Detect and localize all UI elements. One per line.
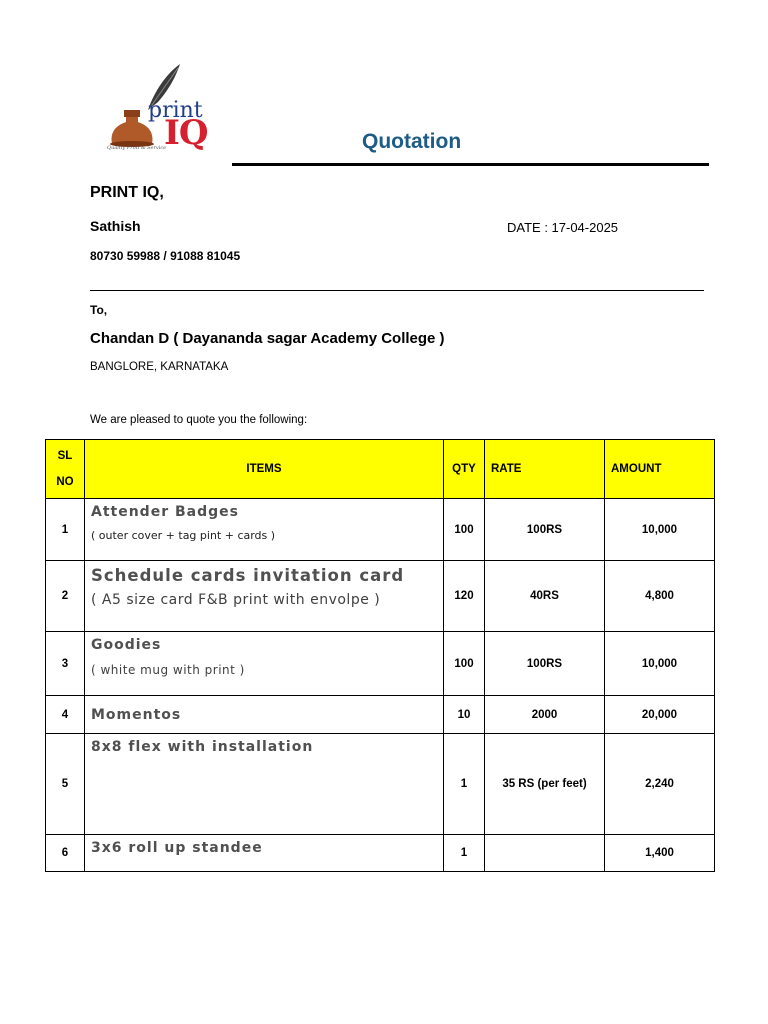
item-description: ( white mug with print )	[91, 663, 245, 677]
row-sl: 4	[46, 696, 85, 734]
row-amount: 4,800	[605, 561, 715, 632]
table-row	[46, 561, 715, 632]
row-rate: 100RS	[485, 499, 605, 561]
intro-text: We are pleased to quote you the following:	[90, 414, 308, 426]
recipient-address: BANGLORE, KARNATAKA	[90, 361, 229, 373]
logo-text-print: print	[148, 98, 203, 123]
sender-contact: Sathish	[90, 218, 141, 234]
row-amount: 20,000	[605, 696, 715, 734]
row-sl: 5	[46, 734, 85, 835]
table-row	[46, 734, 715, 835]
to-label: To,	[90, 303, 108, 317]
logo-tagline: Quality Print & Service	[107, 145, 167, 151]
row-item	[85, 561, 444, 632]
row-sl: 3	[46, 632, 85, 696]
row-sl: 2	[46, 561, 85, 632]
item-title: Goodies	[91, 637, 162, 653]
row-item	[85, 632, 444, 696]
row-rate: 2000	[485, 696, 605, 734]
header-qty: QTY	[444, 440, 485, 499]
row-qty: 100	[444, 499, 485, 561]
row-rate: 40RS	[485, 561, 605, 632]
row-qty: 120	[444, 561, 485, 632]
row-rate	[485, 835, 605, 872]
quote-date: DATE : 17-04-2025	[507, 220, 619, 235]
item-title: 3x6 roll up standee	[91, 840, 263, 856]
sender-phones: 80730 59988 / 91088 81045	[90, 249, 241, 263]
row-amount: 10,000	[605, 499, 715, 561]
row-sl: 6	[46, 835, 85, 872]
quotation-table	[45, 439, 715, 872]
item-title: Schedule cards invitation card	[91, 566, 405, 585]
row-rate: 35 RS (per feet)	[485, 734, 605, 835]
item-title: Attender Badges	[91, 504, 239, 520]
row-qty: 1	[444, 734, 485, 835]
item-description: ( A5 size card F&B print with envolpe )	[91, 592, 381, 608]
header-items: ITEMS	[85, 440, 444, 499]
table-row	[46, 499, 715, 561]
row-item	[85, 835, 444, 872]
recipient-name: Chandan D ( Dayananda sagar Academy College )	[90, 330, 445, 347]
row-item	[85, 499, 444, 561]
table-header-row	[46, 440, 715, 499]
header-sl: SL	[57, 450, 73, 462]
header-no: NO	[56, 476, 74, 488]
table-row	[46, 835, 715, 872]
header-rate: RATE	[485, 440, 605, 499]
row-rate: 100RS	[485, 632, 605, 696]
logo-text-iq: IQ	[164, 113, 208, 153]
title-divider	[232, 163, 709, 166]
item-description: ( outer cover + tag pint + cards )	[91, 529, 276, 542]
header-amount: AMOUNT	[605, 440, 715, 499]
item-title: 8x8 flex with installation	[91, 739, 314, 755]
row-amount: 2,240	[605, 734, 715, 835]
row-amount: 1,400	[605, 835, 715, 872]
sender-company: PRINT IQ,	[90, 184, 164, 201]
table-row	[46, 696, 715, 734]
row-qty: 1	[444, 835, 485, 872]
row-qty: 100	[444, 632, 485, 696]
row-item	[85, 734, 444, 835]
item-title: Momentos	[91, 706, 182, 723]
row-sl: 1	[46, 499, 85, 561]
row-item	[85, 696, 444, 734]
row-amount: 10,000	[605, 632, 715, 696]
row-qty: 10	[444, 696, 485, 734]
table-row	[46, 632, 715, 696]
header-divider	[90, 290, 704, 291]
document-title: Quotation	[362, 130, 462, 153]
header-sl-no	[46, 440, 85, 499]
